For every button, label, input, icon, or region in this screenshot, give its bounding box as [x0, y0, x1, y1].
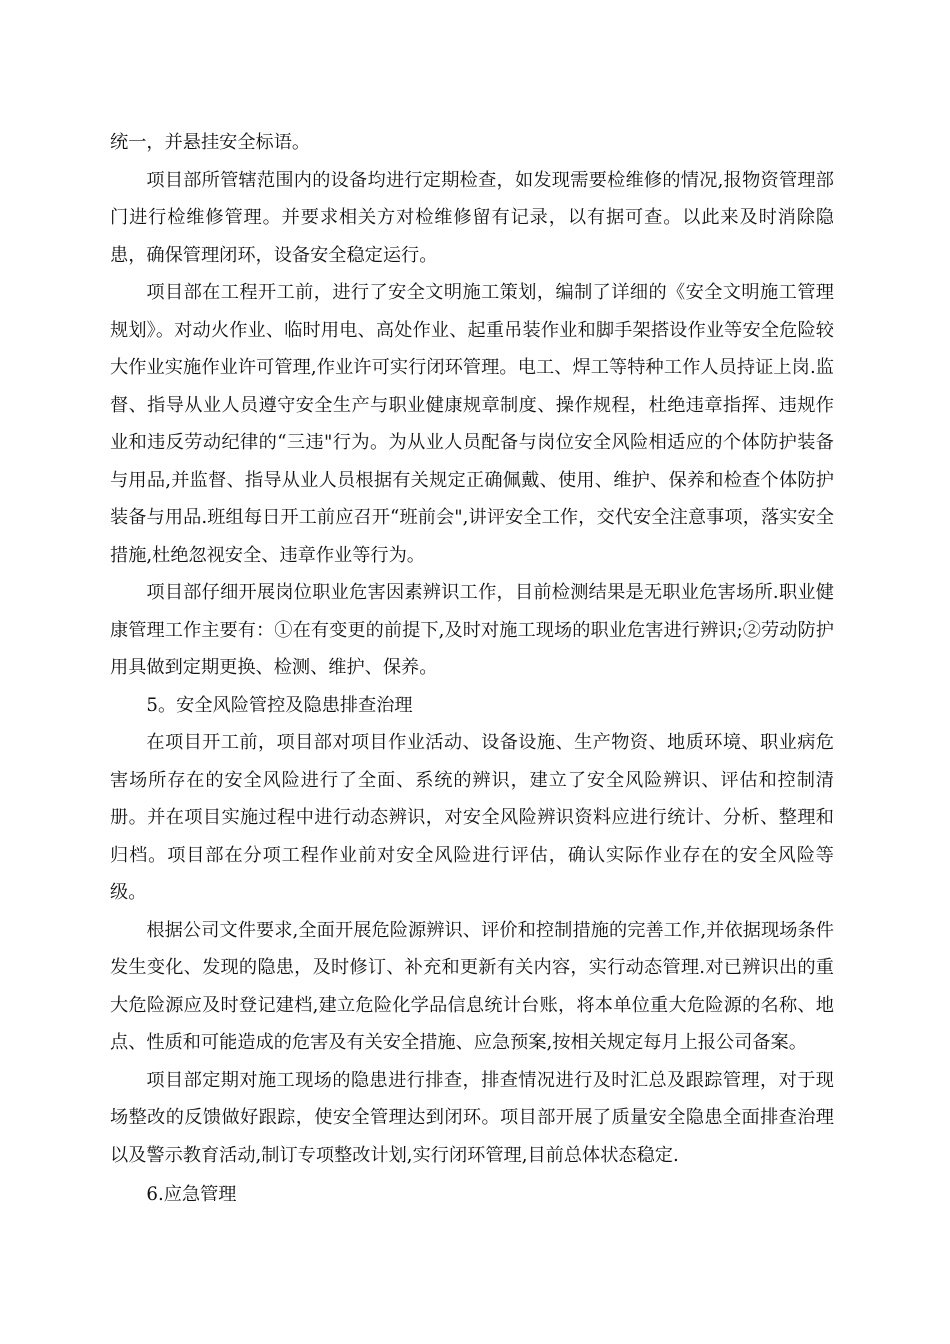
paragraph-hidden-danger-inspection: 项目部定期对施工现场的隐患进行排查，排查情况进行及时汇总及跟踪管理，对于现场整改的反馈做好跟踪，使安全管理达到闭环。项目部开展了质量安全隐患全面排查治理以及警示教育活动,制订专项整改计划,实行闭环管理,目前总体状态稳定. [110, 1069, 834, 1166]
paragraph-civilized-construction: 项目部在工程开工前，进行了安全文明施工策划，编制了详细的《安全文明施工管理规划》。对动火作业、临时用电、高处作业、起重吊装作业和脚手架搭设作业等安全危险较大作业实施作业许可管理,作业许可实行闭环管理。电工、焊工等特种工作人员持证上岗.监督、指导从业人员遵守安全生产与职业健康规章制度、操作规程，杜绝违章指挥、违规作业和违反劳动纪律的“三违"行为。为从业人员配备与岗位安全风险相适应的个体防护装备与用品,并监督、指导从业人员根据有关规定正确佩戴、使用、维护、保养和检查个体防护装备与用品.班组每日开工前应召开“班前会",讲评安全工作，交代安全注意事项，落实安全措施,杜绝忽视安全、违章作业等行为。 [110, 282, 834, 566]
paragraph-equipment-inspection: 项目部所管辖范围内的设备均进行定期检查，如发现需要检维修的情况,报物资管理部门进行检维修管理。并要求相关方对检维修留有记录，以有据可查。以此来及时消除隐患，确保管理闭环，设备安全稳定运行。 [110, 169, 834, 266]
paragraph-hazard-source: 根据公司文件要求,全面开展危险源辨识、评价和控制措施的完善工作,并依据现场条件发生变化、发现的隐患，及时修订、补充和更新有关内容，实行动态管理.对已辨识出的重大危险源应及时登记建档,建立危险化学品信息统计台账，将本单位重大危险源的名称、地点、性质和可能造成的危害及有关安全措施、应急预案,按相关规定每月上报公司备案。 [110, 919, 834, 1053]
paragraph-occupational-hazard: 项目部仔细开展岗位职业危害因素辨识工作，目前检测结果是无职业危害场所.职业健康管理工作主要有：①在有变更的前提下,及时对施工现场的职业危害进行辨识;②劳动防护用具做到定期更换、检测、维护、保养。 [110, 582, 834, 678]
paragraph-risk-identification: 在项目开工前，项目部对项目作业活动、设备设施、生产物资、地质环境、职业病危害场所存在的安全风险进行了全面、系统的辨识，建立了安全风险辨识、评估和控制清册。并在项目实施过程中进行动态辨识，对安全风险辨识资料应进行统计、分析、整理和归档。项目部在分项工程作业前对安全风险进行评估，确认实际作业存在的安全风险等级。 [110, 732, 834, 903]
document-body [110, 124, 834, 1214]
paragraph-continuation: 统一，并悬挂安全标语。 [110, 132, 311, 153]
section-heading-emergency: 6.应急管理 [146, 1184, 237, 1205]
section-heading-risk-control: 5。安全风险管控及隐患排查治理 [146, 694, 413, 716]
